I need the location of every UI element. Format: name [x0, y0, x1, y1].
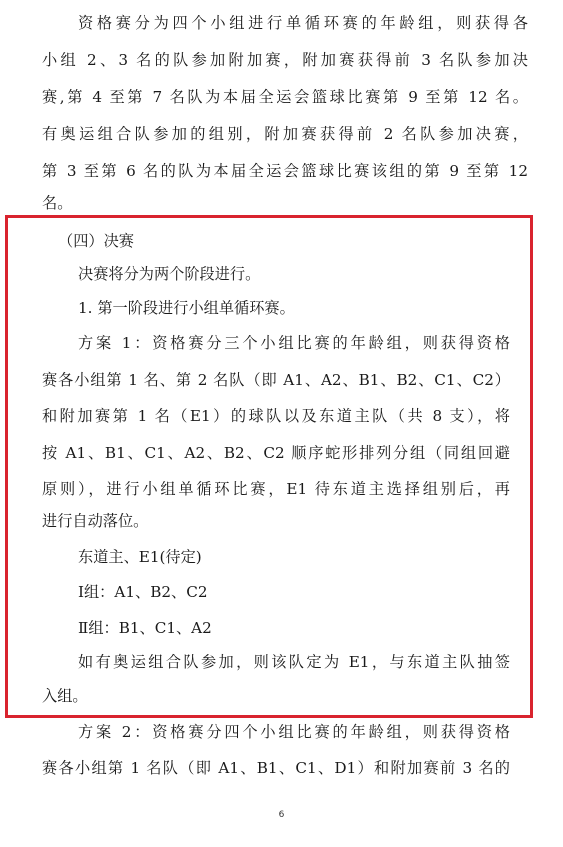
group-one-line: Ⅰ组：A1、B2、C2 [78, 583, 208, 601]
text-line: 进行自动落位。 [42, 512, 149, 530]
text-line: 赛各小组第 1 名队（即 A1、B1、C1、D1）和附加赛前 3 名的 [42, 759, 510, 777]
text-line: 名。 [42, 194, 73, 212]
highlight-box [5, 215, 533, 718]
host-line: 东道主、E1(待定) [78, 548, 202, 566]
text-line: 原则），进行小组单循环比赛，E1 待东道主选择组别后，再 [42, 480, 510, 498]
text-line: 如有奥运组合队参加，则该队定为 E1，与东道主队抽签 [78, 653, 510, 671]
text-line: 入组。 [42, 687, 88, 705]
text-line: 和附加赛第 1 名（E1）的球队以及东道主队（共 8 支），将 [42, 407, 510, 425]
text-line: 赛各小组第 1 名、第 2 名队（即 A1、A2、B1、B2、C1、C2） [42, 371, 510, 389]
section-intro: 决赛将分为两个阶段进行。 [78, 265, 261, 283]
section-heading: （四）决赛 [58, 232, 134, 250]
page-number: 6 [278, 810, 285, 820]
text-line: 资格赛分为四个小组进行单循环赛的年龄组，则获得各 [78, 14, 528, 32]
text-line: 小组 2、3 名的队参加附加赛，附加赛获得前 3 名队参加决 [42, 51, 528, 69]
text-line: 有奥运组合队参加的组别，附加赛获得前 2 名队参加决赛， [42, 125, 528, 143]
text-line: 方案 1：资格赛分三个小组比赛的年龄组，则获得资格 [78, 334, 510, 352]
text-line: 按 A1、B1、C1、A2、B2、C2 顺序蛇形排列分组（同组回避 [42, 444, 510, 462]
text-line: 第 3 至第 6 名的队为本届全运会篮球比赛该组的第 9 至第 12 [42, 162, 528, 180]
stage-one-heading: 1. 第一阶段进行小组单循环赛。 [78, 299, 295, 317]
text-line: 赛,第 4 至第 7 名队为本届全运会篮球比赛第 9 至第 12 名。 [42, 88, 528, 106]
text-line: 方案 2：资格赛分四个小组比赛的年龄组，则获得资格 [78, 723, 510, 741]
group-two-line: Ⅱ组：B1、C1、A2 [78, 619, 212, 637]
